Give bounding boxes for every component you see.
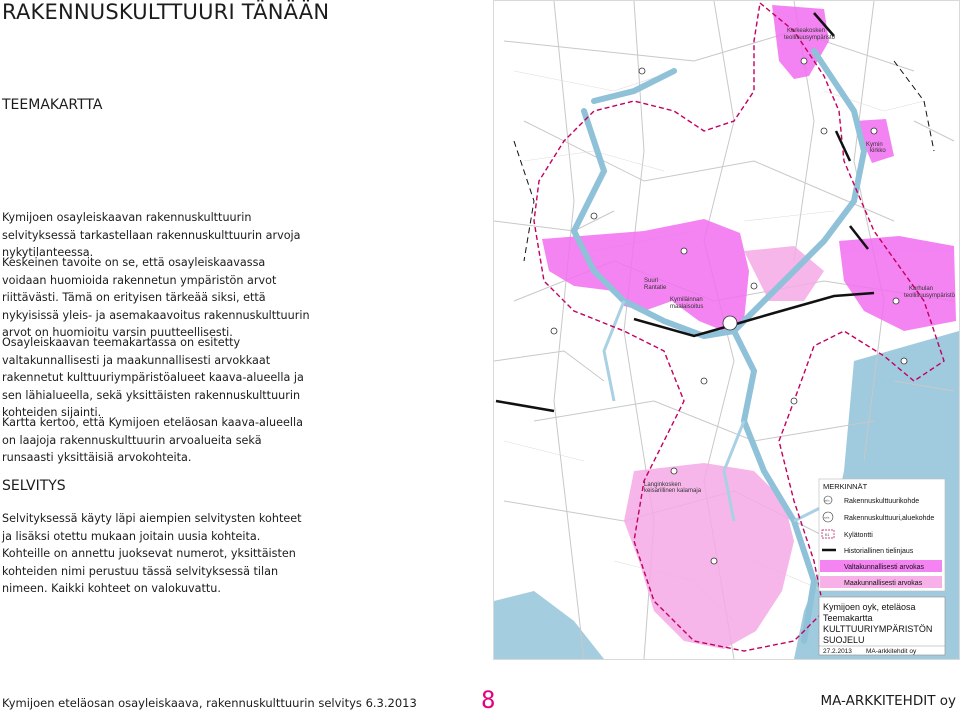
theme-map [493, 0, 960, 660]
map-label-rantatie: Rantatie [644, 285, 667, 291]
map-label-kirkko: kirkko [870, 148, 886, 154]
legend-item-label: Historiallinen tielinjaus [844, 548, 914, 555]
map-label-karhula: Karhulan [909, 286, 934, 292]
title-block-line2: Teemakartta [823, 613, 873, 623]
title-block-line4: SUOJELU [823, 635, 865, 645]
map-label-karhula-2: teollisuusympäristö [904, 293, 956, 299]
title-block-author: MA-arkkitehdit oy [866, 648, 917, 655]
page-number: 8 [481, 686, 496, 714]
paragraph-survey: Selvityksessä käyty läpi aiempien selvitysten kohteet ja lisäksi otettu mukaan joitain uusia kohteita. Kohteille on annettu juoksevat numerot, yksittäisten kohteiden nimi perustuu tässä selvityksessä tilan nimeen. Kaikki kohteet on valokuvattu. [2, 512, 302, 595]
map-label-kymijoen: Kymiläinnan [670, 297, 703, 303]
legend-item-label: Valtakunnallisesti arvokas [844, 564, 925, 571]
title-block-line3: KULTTUURIYMPÄRISTÖN [823, 624, 933, 634]
map-label-maalaisoitus: maalaisoitus [670, 304, 704, 310]
paragraph-intro: Kymijoen osayleiskaavan rakennuskulttuurin selvityksessä tarkastellaan rakennuskulttuurin arvoja nykytilanteessa. [2, 211, 301, 259]
map-label-korkeakoski: Korkeakosken [787, 28, 826, 34]
legend-item-label: Rakennuskulttuurikohde [844, 498, 920, 505]
legend-item-label: Kylätontti [844, 532, 873, 539]
map-label-langinkoski-2: keisarillinen kalamaja [644, 488, 702, 494]
section-heading-selvitys: SELVITYS [2, 478, 66, 494]
paragraph-goal: Keskeinen tavoite on se, että osayleiskaavassa voidaan huomioida rakennetun ympäristön arvot riittävästi. Tämä on erityisen tärkeää siksi, että nykyisissä yleis- ja asemakaavoitus rakennuskulttuurin arvot on huomioitu varsin puutteellisesti. [2, 256, 310, 339]
map-label-kymin: Kymin [866, 142, 883, 148]
svg-text:xx/x: xx/x [824, 515, 830, 520]
page-title: RAKENNUSKULTTUURI TÄNÄÄN [2, 0, 330, 24]
paragraph-map-summary: Kartta kertoo, että Kymijoen eteläosan kaava-alueella on laajoja rakennuskulttuurin arvoalueita sekä runsaasti yksittäisiä arvokohteita. [2, 416, 303, 464]
legend-item-label: Rakennuskulttuuri,aluekohde [844, 515, 935, 522]
object-marker [723, 316, 737, 330]
map-label-langinkoski: Langinkosken [644, 482, 682, 488]
title-block-date: 27.2.2013 [823, 648, 852, 655]
map-label-suuri: Suuri [644, 278, 659, 284]
map-label-korkeakoski-2: teollisuusympäristö [784, 35, 836, 41]
svg-text:K1: K1 [825, 533, 830, 537]
legend-title: MERKINNÄT [823, 482, 868, 491]
footer-document-title: Kymijoen eteläosan osayleiskaava, rakennuskulttuurin selvitys 6.3.2013 [2, 696, 417, 710]
svg-text:xx/x: xx/x [824, 498, 830, 503]
section-heading-teemakartta: TEEMAKARTTA [2, 97, 103, 113]
map-legend [819, 479, 945, 591]
map-title-block [819, 597, 945, 655]
paragraph-theme-map: Osayleiskaavan teemakartassa on esitetty valtakunnallisesti ja maakunnallisesti arvokkaat rakennetut kulttuuriympäristöalueet kaava-alueella ja sen lähialueella, sekä yksittäisten rakennuskulttuurin kohteiden sijainti. [2, 336, 304, 419]
footer-company: MA-ARKKITEHDIT oy [820, 693, 956, 709]
legend-item-label: Maakunnallisesti arvokas [844, 580, 923, 587]
title-block-line1: Kymijoen oyk, eteläosa [823, 602, 916, 612]
map-drawing [494, 1, 959, 659]
